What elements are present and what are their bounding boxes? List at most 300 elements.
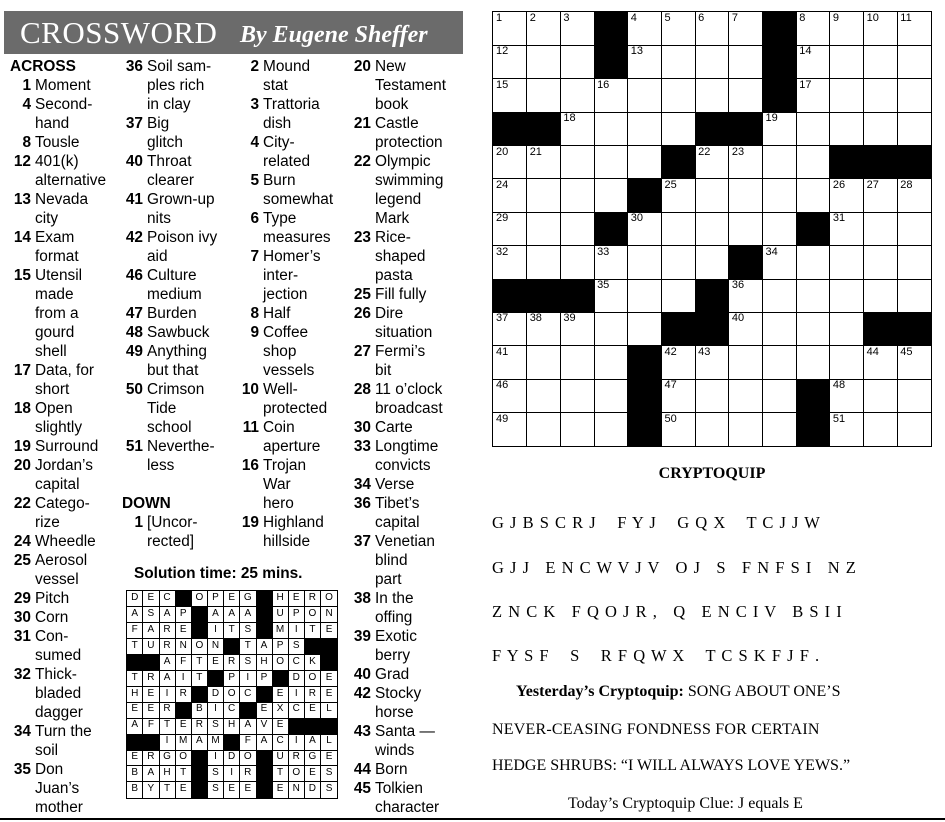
cryptoquip-line: F Y S F S R F Q W X T C S K F J F . bbox=[492, 646, 821, 665]
clue-text-line: character bbox=[375, 799, 440, 816]
solution-cell: C bbox=[159, 591, 175, 607]
solution-cell: C bbox=[289, 702, 305, 718]
solution-cell: S bbox=[289, 639, 305, 655]
grid-block bbox=[527, 279, 561, 313]
clue-text-line: related bbox=[263, 153, 311, 170]
solution-cell: K bbox=[305, 655, 321, 671]
grid-cell bbox=[763, 346, 797, 380]
grid-block bbox=[493, 112, 527, 146]
grid-cell bbox=[864, 246, 898, 280]
grid-cell bbox=[594, 146, 628, 180]
grid-cell bbox=[897, 379, 931, 413]
solution-cell: O bbox=[321, 591, 337, 607]
solution-cell: E bbox=[143, 702, 159, 718]
clue-text-line: 11 o’clock bbox=[375, 381, 443, 398]
grid-number: 36 bbox=[731, 279, 745, 292]
clue-text-line: format bbox=[35, 248, 79, 265]
grid-block bbox=[763, 45, 797, 79]
clue-number: 20 bbox=[353, 58, 371, 75]
clue-number: 5 bbox=[250, 172, 259, 189]
solution-cell: R bbox=[224, 655, 240, 671]
across-clue-13 bbox=[10, 190, 122, 228]
solution-block bbox=[224, 734, 240, 750]
down-clue-21 bbox=[350, 114, 465, 152]
grid-cell bbox=[729, 212, 763, 246]
solution-cell: E bbox=[272, 687, 288, 703]
grid-number: 27 bbox=[866, 178, 879, 191]
solution-cell: I bbox=[159, 687, 175, 703]
grid-number: 12 bbox=[496, 45, 509, 58]
clue-text-line: Highland bbox=[263, 514, 324, 531]
clue-number: 4 bbox=[250, 134, 259, 151]
across-clues-column-2 bbox=[122, 57, 242, 551]
solution-cell: A bbox=[305, 734, 321, 750]
clue-text-line: Turn the bbox=[35, 723, 92, 740]
solution-cell: N bbox=[208, 639, 224, 655]
solution-cell: V bbox=[256, 718, 272, 734]
solution-cell: H bbox=[256, 655, 272, 671]
grid-cell bbox=[695, 79, 729, 113]
grid-cell bbox=[897, 346, 931, 380]
grid-cell bbox=[661, 346, 695, 380]
clue-text-line: Carte bbox=[375, 419, 413, 436]
clue-number: 37 bbox=[353, 533, 371, 550]
solution-cell: A bbox=[143, 623, 159, 639]
clue-text-line: Homer’s bbox=[263, 248, 321, 265]
grid-number: 34 bbox=[765, 245, 778, 258]
solution-cell: G bbox=[240, 591, 256, 607]
clue-text-line: berry bbox=[375, 647, 411, 664]
solution-cell: A bbox=[224, 607, 240, 623]
grid-number: 39 bbox=[563, 312, 576, 325]
clue-text-line: made bbox=[35, 286, 74, 303]
clue-text-line: ples rich bbox=[147, 77, 205, 94]
clue-number: 8 bbox=[250, 305, 259, 322]
solution-cell: M bbox=[208, 734, 224, 750]
clue-text-line: shell bbox=[35, 343, 67, 360]
grid-cell bbox=[493, 312, 527, 346]
grid-number: 10 bbox=[866, 12, 879, 24]
grid-cell bbox=[729, 79, 763, 113]
solution-cell: E bbox=[175, 623, 191, 639]
clue-text-line: Second- bbox=[35, 96, 93, 113]
down-clues-column-1 bbox=[238, 57, 350, 551]
clue-number: 29 bbox=[13, 590, 31, 607]
clue-number: 47 bbox=[125, 305, 143, 322]
clue-number: 34 bbox=[13, 723, 31, 740]
grid-cell bbox=[830, 312, 864, 346]
clue-text-line: bladed bbox=[35, 685, 82, 702]
grid-number: 11 bbox=[900, 12, 912, 24]
clue-text-line: Aerosol bbox=[35, 552, 88, 569]
grid-cell bbox=[527, 246, 561, 280]
solution-cell: R bbox=[159, 639, 175, 655]
clue-text-line: bit bbox=[375, 362, 392, 379]
grid-cell bbox=[493, 45, 527, 79]
solution-cell: T bbox=[192, 655, 208, 671]
solution-cell: E bbox=[321, 750, 337, 766]
grid-cell bbox=[527, 45, 561, 79]
solution-cell: O bbox=[192, 639, 208, 655]
clue-number: 45 bbox=[353, 780, 371, 797]
clue-text-line: short bbox=[35, 381, 70, 398]
clue-text-line: somewhat bbox=[263, 191, 334, 208]
down-clue-20 bbox=[350, 57, 465, 114]
solution-cell: R bbox=[159, 623, 175, 639]
clue-text-line: vessels bbox=[263, 362, 315, 379]
solution-cell: H bbox=[127, 687, 143, 703]
grid-cell bbox=[527, 346, 561, 380]
solution-cell: B bbox=[127, 782, 143, 798]
solution-cell: S bbox=[208, 766, 224, 782]
solution-block bbox=[272, 671, 288, 687]
down-clue-38 bbox=[350, 589, 465, 627]
solution-cell: G bbox=[305, 750, 321, 766]
grid-cell bbox=[695, 346, 729, 380]
crossword-title: CROSSWORD bbox=[20, 15, 218, 50]
clue-number: 35 bbox=[13, 761, 31, 778]
clue-text-line: capital bbox=[375, 514, 420, 531]
clue-text-line: clearer bbox=[147, 172, 195, 189]
solution-cell: D bbox=[224, 750, 240, 766]
solution-cell: P bbox=[256, 671, 272, 687]
solution-block bbox=[127, 655, 143, 671]
clue-number: 27 bbox=[353, 343, 371, 360]
grid-cell bbox=[864, 379, 898, 413]
across-clue-31 bbox=[10, 627, 122, 665]
grid-cell bbox=[493, 246, 527, 280]
clue-text-line: Soil sam- bbox=[147, 58, 212, 75]
clue-text-line: capital bbox=[35, 476, 80, 493]
clue-text-line: blind bbox=[375, 552, 408, 569]
clue-text-line: Coffee bbox=[263, 324, 309, 341]
clue-number: 11 bbox=[242, 419, 259, 436]
solution-block bbox=[192, 782, 208, 798]
grid-cell bbox=[628, 112, 662, 146]
grid-cell bbox=[493, 12, 527, 46]
clue-number: 31 bbox=[13, 628, 31, 645]
across-clue-22 bbox=[10, 494, 122, 532]
solution-cell: F bbox=[240, 734, 256, 750]
solution-cell: U bbox=[272, 607, 288, 623]
clue-text-line: Dire bbox=[375, 305, 404, 322]
clue-text-line: alternative bbox=[35, 172, 107, 189]
clue-text-line: rected] bbox=[147, 533, 195, 550]
cryptoquip-line: G J B S C R J F Y J G Q X T C J J W bbox=[492, 513, 821, 532]
clue-text-line: but that bbox=[147, 362, 199, 379]
grid-cell bbox=[527, 312, 561, 346]
grid-number: 30 bbox=[630, 212, 644, 225]
grid-number: 48 bbox=[832, 379, 846, 392]
clue-number: 49 bbox=[125, 343, 143, 360]
clue-text-line: Grown-up bbox=[147, 191, 215, 208]
clue-number: 1 bbox=[22, 77, 31, 94]
down-clue-23 bbox=[350, 228, 465, 285]
solution-cell: T bbox=[175, 766, 191, 782]
solution-cell: E bbox=[321, 687, 337, 703]
grid-cell bbox=[763, 246, 797, 280]
crossword-header bbox=[4, 11, 463, 54]
cryptoquip-line: Z N C K F Q O J R , Q E N C I V B S I I bbox=[492, 602, 843, 621]
solution-block bbox=[321, 639, 337, 655]
grid-cell bbox=[560, 212, 594, 246]
clue-text-line: slightly bbox=[35, 419, 83, 436]
solution-cell: S bbox=[143, 607, 159, 623]
across-clue-1 bbox=[10, 76, 122, 95]
solution-block bbox=[256, 687, 272, 703]
clue-text-line: Anything bbox=[147, 343, 207, 360]
clue-text-line: legend bbox=[375, 191, 422, 208]
grid-number: 28 bbox=[900, 178, 913, 191]
grid-cell bbox=[493, 146, 527, 180]
grid-number: 3 bbox=[563, 12, 570, 24]
clue-text-line: Moment bbox=[35, 77, 91, 94]
grid-cell bbox=[864, 12, 898, 46]
grid-number: 14 bbox=[799, 45, 812, 58]
grid-cell bbox=[527, 179, 561, 213]
clue-text-line: Sawbuck bbox=[147, 324, 210, 341]
solution-block bbox=[175, 702, 191, 718]
grid-cell bbox=[897, 12, 931, 46]
grid-cell bbox=[897, 79, 931, 113]
clue-text-line: Con- bbox=[35, 628, 69, 645]
clue-text-line: measures bbox=[263, 229, 331, 246]
clue-text-line: War bbox=[263, 476, 291, 493]
across-clue-24 bbox=[10, 532, 122, 551]
bottom-rule bbox=[0, 818, 945, 820]
clue-text-line: 401(k) bbox=[35, 153, 79, 170]
solution-block bbox=[305, 639, 321, 655]
grid-block bbox=[796, 413, 830, 447]
down-clue-34 bbox=[350, 475, 465, 494]
clue-text-line: Type bbox=[263, 210, 297, 227]
down-clue-19 bbox=[238, 513, 350, 551]
grid-cell bbox=[695, 246, 729, 280]
grid-cell bbox=[830, 279, 864, 313]
grid-cell bbox=[628, 312, 662, 346]
clue-number: 18 bbox=[13, 400, 31, 417]
solution-cell: T bbox=[192, 671, 208, 687]
clue-text-line: Coin bbox=[263, 419, 295, 436]
grid-cell bbox=[560, 146, 594, 180]
grid-number: 5 bbox=[664, 12, 671, 24]
grid-block bbox=[729, 246, 763, 280]
clue-number: 20 bbox=[13, 457, 31, 474]
clue-text-line: Verse bbox=[375, 476, 415, 493]
clue-text-line: Wheedle bbox=[35, 533, 96, 550]
across-clue-47 bbox=[122, 304, 242, 323]
solution-cell: E bbox=[256, 702, 272, 718]
clue-text-line: aid bbox=[147, 248, 168, 265]
solution-cell: E bbox=[272, 718, 288, 734]
grid-cell bbox=[527, 12, 561, 46]
solution-cell: A bbox=[240, 607, 256, 623]
solution-cell: G bbox=[159, 750, 175, 766]
grid-number: 38 bbox=[529, 312, 542, 325]
solution-cell: I bbox=[289, 623, 305, 639]
clue-text-line: Nevada bbox=[35, 191, 89, 208]
clue-text-line: hillside bbox=[263, 533, 311, 550]
solution-cell: C bbox=[272, 734, 288, 750]
grid-cell bbox=[796, 346, 830, 380]
solution-cell: E bbox=[127, 750, 143, 766]
solution-block bbox=[192, 687, 208, 703]
clue-number: 4 bbox=[22, 96, 31, 113]
solution-cell: M bbox=[272, 623, 288, 639]
clue-text-line: Burn bbox=[263, 172, 296, 189]
solution-cell: D bbox=[305, 782, 321, 798]
solution-cell: S bbox=[208, 718, 224, 734]
cryptoquip-clue: Today’s Cryptoquip Clue: J equals E bbox=[568, 795, 803, 812]
solution-cell: O bbox=[192, 591, 208, 607]
solution-block bbox=[256, 782, 272, 798]
clue-text-line: part bbox=[375, 571, 402, 588]
grid-block bbox=[628, 179, 662, 213]
solution-cell: T bbox=[127, 639, 143, 655]
grid-number: 33 bbox=[597, 245, 610, 258]
down-clue-39 bbox=[350, 627, 465, 665]
clue-text-line: protected bbox=[263, 400, 328, 417]
solution-cell: P bbox=[208, 591, 224, 607]
clue-text-line: broadcast bbox=[375, 400, 443, 417]
clue-text-line: Tibet’s bbox=[375, 495, 420, 512]
clue-number: 3 bbox=[250, 96, 259, 113]
clue-text-line: shaped bbox=[375, 248, 426, 265]
grid-block bbox=[661, 146, 695, 180]
grid-cell bbox=[493, 379, 527, 413]
grid-cell bbox=[594, 179, 628, 213]
solution-cell: E bbox=[127, 702, 143, 718]
grid-cell bbox=[695, 146, 729, 180]
clue-text-line: Neverthe- bbox=[147, 438, 215, 455]
grid-number: 17 bbox=[799, 78, 812, 91]
clue-text-line: Santa — bbox=[375, 723, 435, 740]
clue-text-line: Surround bbox=[35, 438, 99, 455]
clue-number: 26 bbox=[353, 305, 371, 322]
grid-cell bbox=[830, 12, 864, 46]
solution-block bbox=[256, 623, 272, 639]
solution-cell: T bbox=[305, 623, 321, 639]
grid-cell bbox=[661, 379, 695, 413]
grid-cell bbox=[864, 79, 898, 113]
grid-cell bbox=[493, 179, 527, 213]
grid-cell bbox=[830, 112, 864, 146]
clue-number: 9 bbox=[250, 324, 259, 341]
clue-text-line: Big bbox=[147, 115, 170, 132]
solution-block bbox=[143, 734, 159, 750]
solution-cell: F bbox=[127, 623, 143, 639]
solution-cell: I bbox=[240, 671, 256, 687]
across-clue-49 bbox=[122, 342, 242, 380]
clue-text-line: Longtime bbox=[375, 438, 439, 455]
clue-number: 48 bbox=[125, 324, 143, 341]
clue-text-line: vessel bbox=[35, 571, 79, 588]
clue-text-line: in clay bbox=[147, 96, 191, 113]
grid-cell bbox=[695, 212, 729, 246]
grid-cell bbox=[628, 45, 662, 79]
solution-block bbox=[321, 655, 337, 671]
grid-number: 35 bbox=[597, 279, 610, 292]
grid-cell bbox=[661, 112, 695, 146]
solution-block bbox=[208, 671, 224, 687]
grid-cell bbox=[493, 212, 527, 246]
solution-cell: E bbox=[143, 591, 159, 607]
grid-cell bbox=[796, 179, 830, 213]
solution-block bbox=[240, 702, 256, 718]
clue-text-line: Mark bbox=[375, 210, 410, 227]
down-clue-28 bbox=[350, 380, 465, 418]
clue-text-line: Crimson bbox=[147, 381, 205, 398]
grid-number: 7 bbox=[731, 12, 738, 24]
solution-cell: T bbox=[159, 782, 175, 798]
solution-cell: E bbox=[224, 591, 240, 607]
clue-number: 37 bbox=[125, 115, 143, 132]
grid-cell bbox=[628, 146, 662, 180]
solution-block bbox=[321, 718, 337, 734]
grid-cell bbox=[864, 279, 898, 313]
grid-block bbox=[493, 279, 527, 313]
grid-cell bbox=[830, 413, 864, 447]
down-heading: DOWN bbox=[122, 495, 171, 512]
solution-cell: T bbox=[272, 766, 288, 782]
grid-cell bbox=[864, 112, 898, 146]
grid-cell bbox=[594, 346, 628, 380]
grid-cell bbox=[661, 79, 695, 113]
grid-cell bbox=[729, 346, 763, 380]
clue-text-line: inter- bbox=[263, 267, 299, 284]
grid-block bbox=[830, 146, 864, 180]
solution-cell: I bbox=[159, 734, 175, 750]
grid-cell bbox=[594, 312, 628, 346]
solution-block bbox=[143, 655, 159, 671]
down-clue-16 bbox=[238, 456, 350, 513]
across-clues-column-1 bbox=[10, 57, 122, 817]
grid-block bbox=[661, 312, 695, 346]
clue-text-line: Castle bbox=[375, 115, 419, 132]
grid-block bbox=[695, 279, 729, 313]
grid-number: 8 bbox=[799, 12, 806, 24]
grid-number: 44 bbox=[866, 345, 879, 358]
solution-cell: E bbox=[143, 687, 159, 703]
solution-cell: I bbox=[224, 766, 240, 782]
clue-text-line: stat bbox=[263, 77, 288, 94]
solution-cell: U bbox=[272, 750, 288, 766]
clue-text-line: nits bbox=[147, 210, 171, 227]
solution-block bbox=[224, 639, 240, 655]
clue-number: 10 bbox=[241, 381, 259, 398]
solution-grid bbox=[126, 590, 338, 799]
crossword-byline: By Eugene Sheffer bbox=[240, 22, 428, 48]
across-clue-4 bbox=[10, 95, 122, 133]
grid-number: 23 bbox=[731, 145, 745, 158]
across-clue-34 bbox=[10, 722, 122, 760]
solution-cell: N bbox=[289, 782, 305, 798]
across-clue-12 bbox=[10, 152, 122, 190]
grid-cell bbox=[661, 45, 695, 79]
across-clue-29 bbox=[10, 589, 122, 608]
grid-cell bbox=[695, 12, 729, 46]
grid-cell bbox=[527, 79, 561, 113]
grid-cell bbox=[763, 312, 797, 346]
clue-text-line: Testament bbox=[375, 77, 447, 94]
solution-cell: T bbox=[240, 639, 256, 655]
solution-block bbox=[305, 718, 321, 734]
across-clue-20 bbox=[10, 456, 122, 494]
grid-cell bbox=[560, 312, 594, 346]
grid-block bbox=[628, 346, 662, 380]
grid-number: 6 bbox=[698, 12, 705, 24]
solution-cell: P bbox=[289, 607, 305, 623]
